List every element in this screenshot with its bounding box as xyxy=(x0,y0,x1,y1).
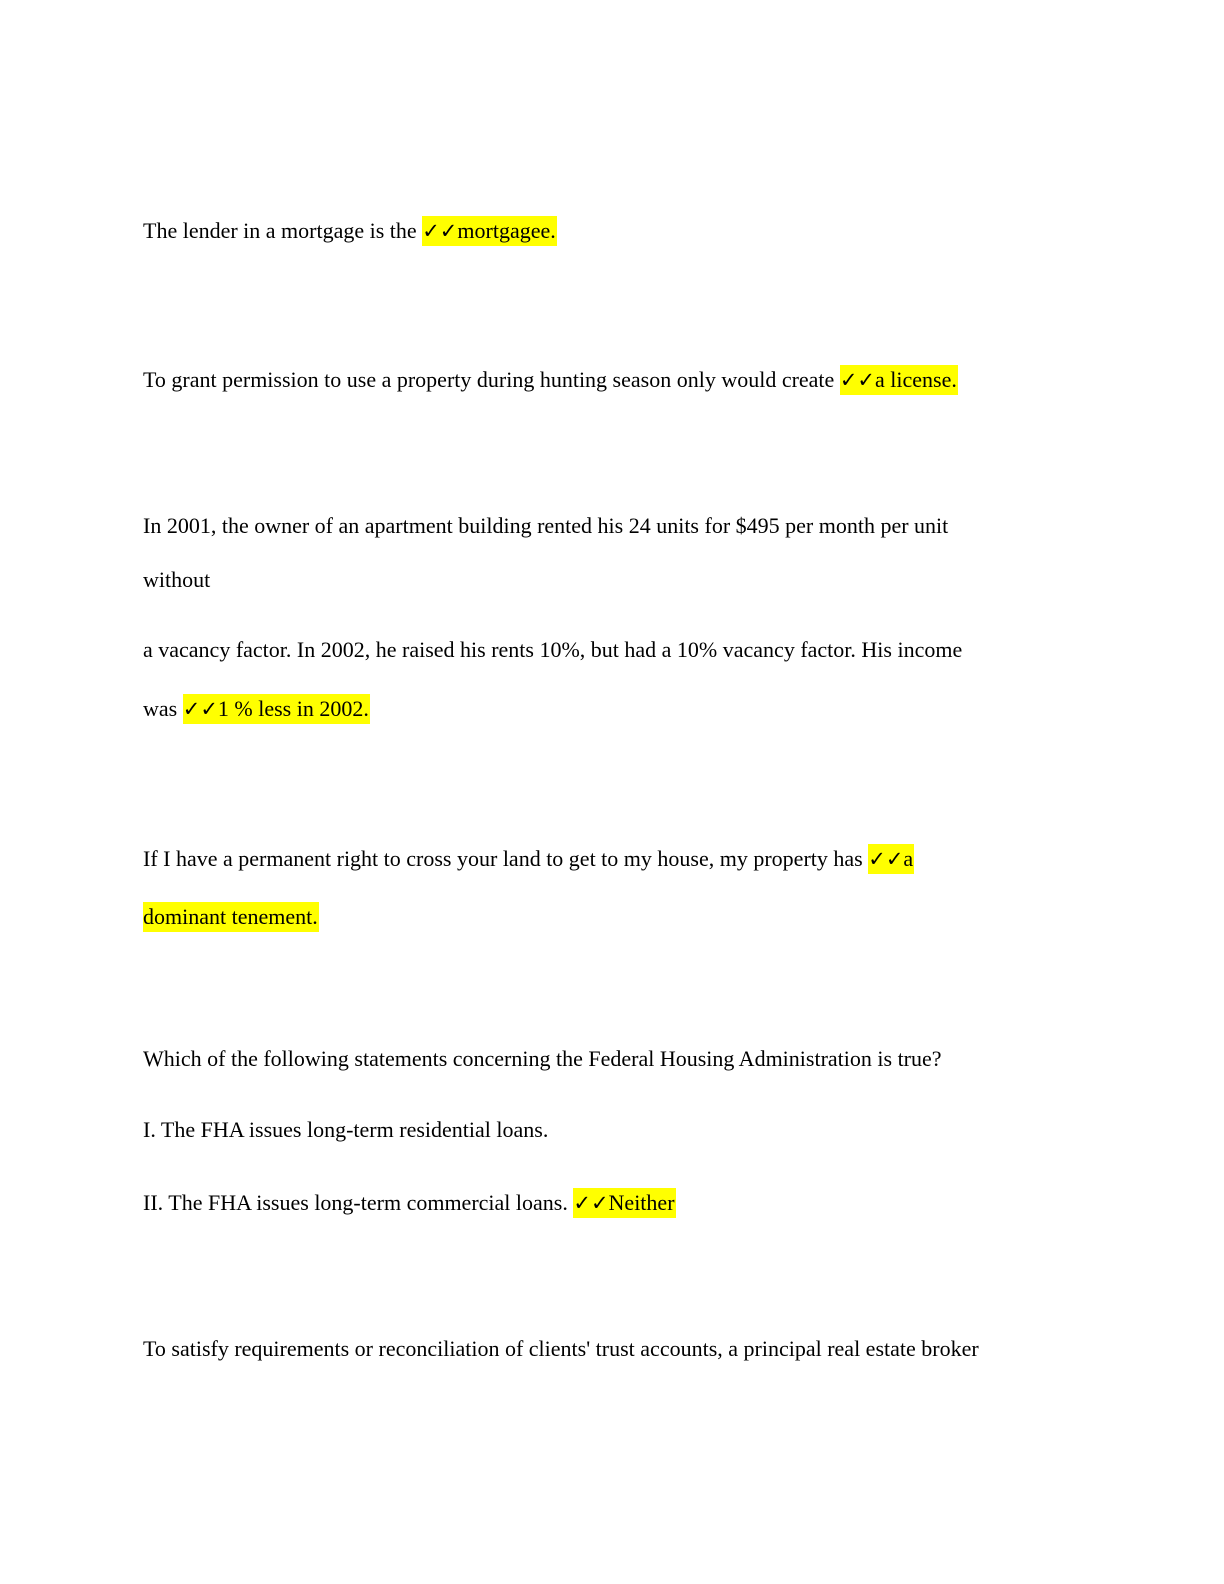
question-1 xyxy=(143,217,557,245)
question-2 xyxy=(143,366,958,394)
double-check-icon: ✓✓ xyxy=(868,847,904,871)
answer-highlight xyxy=(143,902,319,932)
question-3-line-1: In 2001, the owner of an apartment building rented his 24 units for $495 per month per unit xyxy=(143,513,949,538)
question-text: II. The FHA issues long-term commercial loans. xyxy=(143,1190,574,1215)
question-text: The lender in a mortgage is the xyxy=(143,218,423,243)
question-text: was xyxy=(143,696,183,721)
question-text: To grant permission to use a property during hunting season only would create xyxy=(143,367,840,392)
answer-text: mortgagee. xyxy=(457,218,556,243)
double-check-icon: ✓✓ xyxy=(182,697,218,721)
double-check-icon: ✓✓ xyxy=(573,1191,609,1215)
answer-highlight xyxy=(183,694,370,724)
answer-text: a xyxy=(903,846,914,871)
double-check-icon: ✓✓ xyxy=(839,368,876,392)
question-3-line-3: a vacancy factor. In 2002, he raised his rents 10%, but had a 10% vacancy factor. His income xyxy=(143,637,963,662)
question-5-line-3 xyxy=(143,1189,676,1217)
answer-text: a license. xyxy=(875,367,957,392)
answer-text: Neither xyxy=(608,1190,675,1215)
answer-text: 1 % less in 2002. xyxy=(217,696,369,721)
answer-highlight xyxy=(422,216,557,246)
question-5-line-1: Which of the following statements concerning the Federal Housing Administration is true? xyxy=(143,1046,942,1071)
answer-highlight xyxy=(573,1188,675,1218)
question-3-line-2: without xyxy=(143,567,211,592)
question-5-line-2: I. The FHA issues long-term residential loans. xyxy=(143,1117,549,1142)
question-4-line-2 xyxy=(143,903,319,931)
answer-highlight xyxy=(868,844,914,874)
question-4-line-1 xyxy=(143,845,914,873)
question-3-line-4 xyxy=(143,695,370,723)
question-text: If I have a permanent right to cross your land to get to my house, my property has xyxy=(143,846,869,871)
question-6-line-1: To satisfy requirements or reconciliation of clients' trust accounts, a principal real estate broker xyxy=(143,1336,979,1361)
answer-highlight xyxy=(840,365,958,395)
answer-text: dominant tenement. xyxy=(143,904,318,929)
double-check-icon: ✓✓ xyxy=(422,219,458,243)
